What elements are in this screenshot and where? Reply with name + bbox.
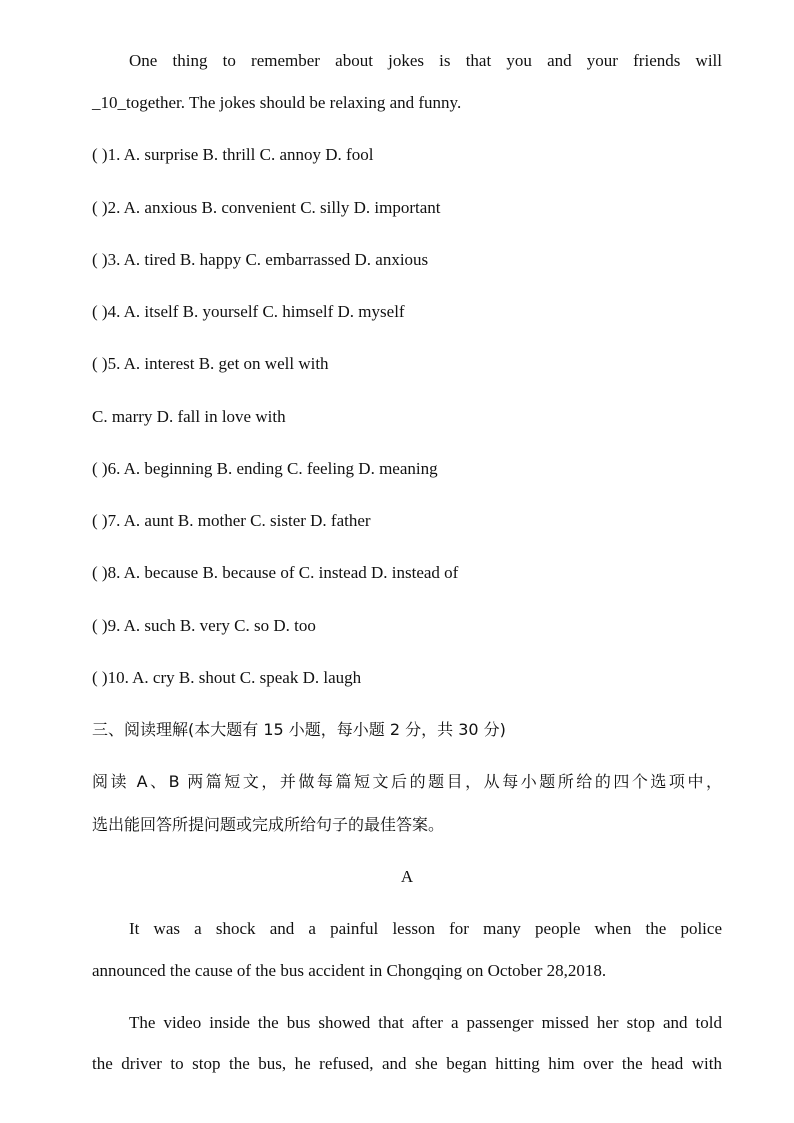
passage-line: the driver to stop the bus, he refused, and she began hitting him over the head with [92,1054,722,1073]
question-1: ( )1. A. surprise B. thrill C. annoy D. fool [92,145,374,164]
question-6: ( )6. A. beginning B. ending C. feeling D. meaning [92,459,438,478]
cloze-passage-line: One thing to remember about jokes is that you and your friends will [129,51,722,70]
passage-title: A [400,867,414,886]
cloze-passage-line: _10_together. The jokes should be relaxing and funny. [92,93,462,112]
passage-line: The video inside the bus showed that after a passenger missed her stop and told [129,1013,722,1032]
question-8: ( )8. A. because B. because of C. instead D. instead of [92,563,459,582]
question-4: ( )4. A. itself B. yourself C. himself D. myself [92,302,405,321]
section-header: 三、阅读理解(本大题有 15 小题，每小题 2 分，共 30 分) [92,720,506,739]
passage-line: It was a shock and a painful lesson for many people when the police [129,919,722,938]
question-5: ( )5. A. interest B. get on well with [92,354,329,373]
instructions-line: 选出能回答所提问题或完成所给句子的最佳答案。 [92,815,445,834]
instructions-line: 阅读 A、B 两篇短文，并做每篇短文后的题目，从每小题所给的四个选项中， [92,772,722,791]
question-2: ( )2. A. anxious B. convenient C. silly D. important [92,198,441,217]
question-7: ( )7. A. aunt B. mother C. sister D. father [92,511,371,530]
question-9: ( )9. A. such B. very C. so D. too [92,616,316,635]
question-10: ( )10. A. cry B. shout C. speak D. laugh [92,668,362,687]
question-3: ( )3. A. tired B. happy C. embarrassed D. anxious [92,250,429,269]
question-5-continued: C. marry D. fall in love with [92,407,286,426]
passage-line: announced the cause of the bus accident in Chongqing on October 28,2018. [92,961,607,980]
